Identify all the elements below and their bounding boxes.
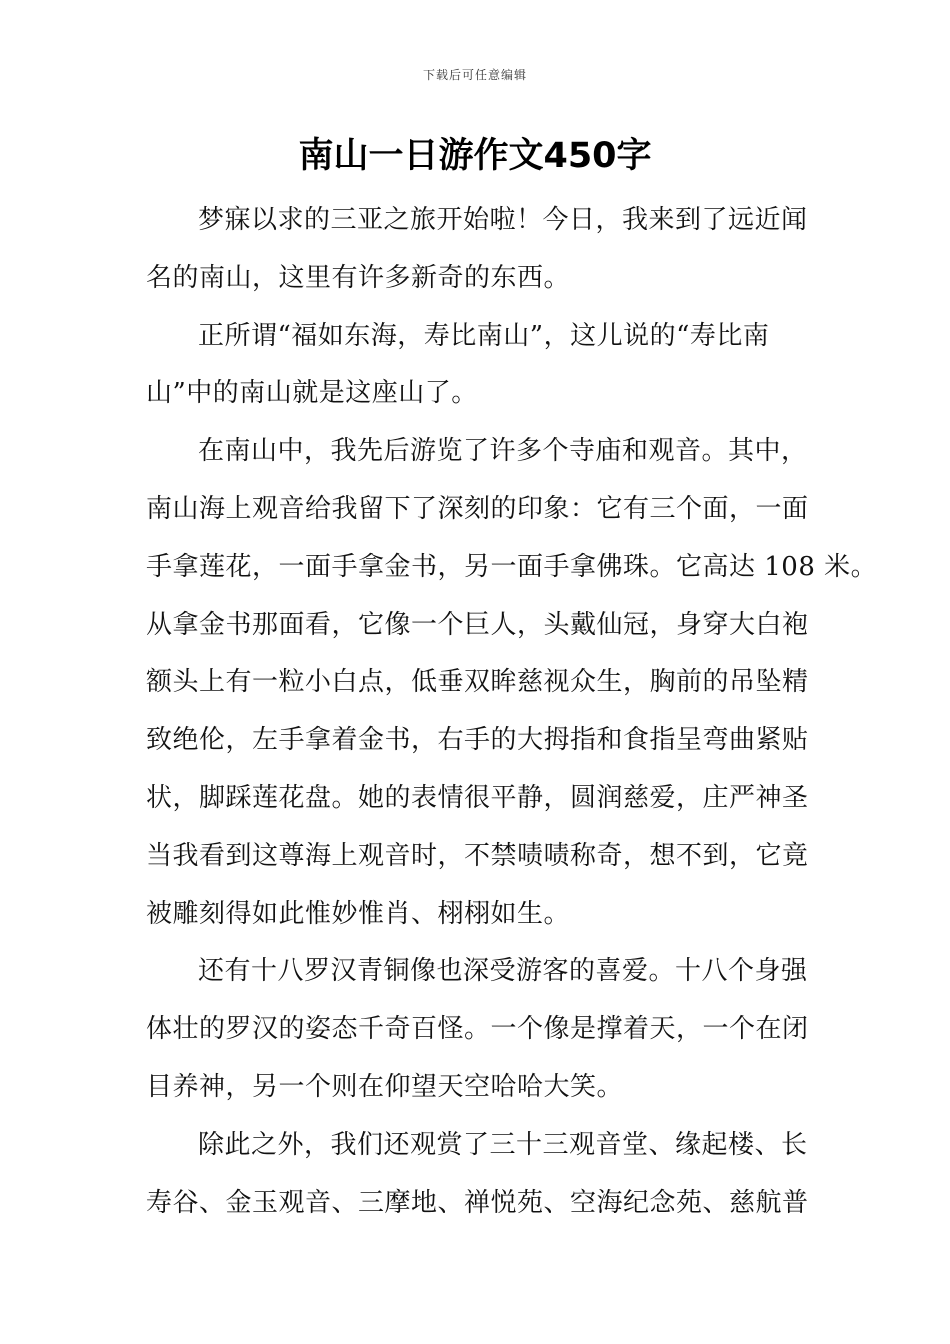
text-line: 额头上有一粒小白点，低垂双眸慈视众生，胸前的吊坠精: [146, 667, 809, 698]
text-line: 体壮的罗汉的姿态千奇百怪。一个像是撑着天，一个在闭: [146, 1014, 809, 1045]
text-line: 状，脚踩莲花盘。她的表情很平静，圆润慈爱，庄严神圣: [146, 782, 809, 813]
document-title: 南山一日游作文450字: [298, 136, 652, 176]
text-line: 还有十八罗汉青铜像也深受游客的喜爱。十八个身强: [198, 956, 808, 987]
text-line: 南山海上观音给我留下了深刻的印象：它有三个面，一面: [146, 493, 809, 524]
text-line: 致绝伦，左手拿着金书，右手的大拇指和食指呈弯曲紧贴: [146, 725, 809, 756]
document-body: [146, 192, 878, 1232]
text-line: 除此之外，我们还观赏了三十三观音堂、缘起楼、长: [198, 1129, 808, 1160]
text-line: 山”中的南山就是这座山了。: [146, 378, 478, 409]
text-line: 寿谷、金玉观音、三摩地、禅悦苑、空海纪念苑、慈航普: [146, 1187, 809, 1218]
header-note: 下载后可任意编辑: [422, 68, 527, 82]
text-line: 正所谓“福如东海，寿比南山”，这儿说的“寿比南: [198, 320, 770, 351]
text-line: 当我看到这尊海上观音时，不禁啧啧称奇，想不到，它竟: [146, 840, 809, 871]
text-line: 被雕刻得如此惟妙惟肖、栩栩如生。: [146, 898, 571, 929]
text-line: 在南山中，我先后游览了许多个寺庙和观音。其中，: [198, 436, 808, 467]
text-line: 目养神，另一个则在仰望天空哈哈大笑。: [146, 1071, 624, 1102]
text-line: 名的南山，这里有许多新奇的东西。: [146, 262, 571, 293]
text-line: 手拿莲花，一面手拿金书，另一面手拿佛珠。它高达 108 米。: [146, 551, 878, 582]
text-line: 梦寐以求的三亚之旅开始啦！今日，我来到了远近闻: [198, 205, 808, 235]
text-line: 从拿金书那面看，它像一个巨人，头戴仙冠，身穿大白袍: [146, 609, 809, 640]
